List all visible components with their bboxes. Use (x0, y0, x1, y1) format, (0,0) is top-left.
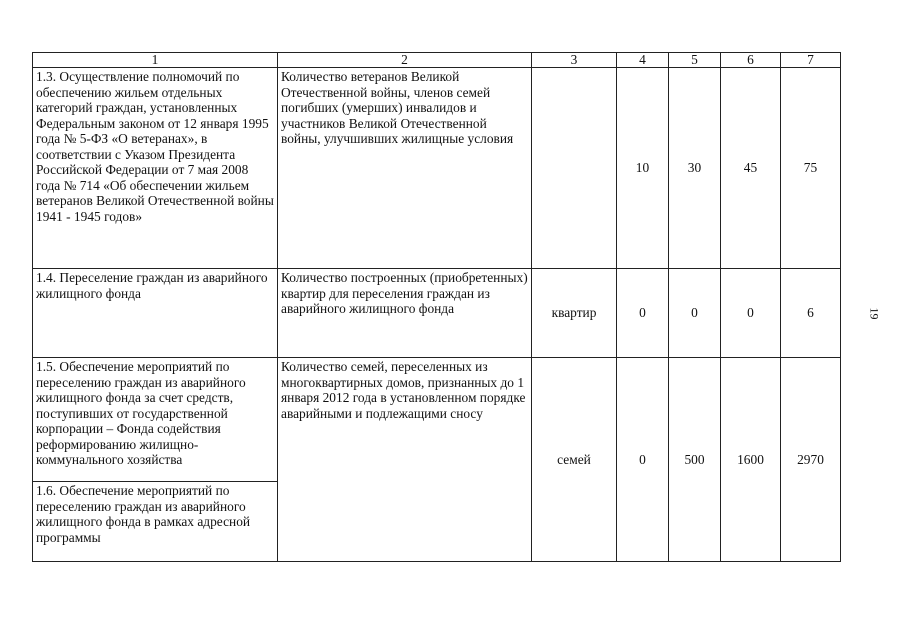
indicator-cell: Количество семей, переселенных из многоквартирных домов, признанных до 1 января 2012 года в установленном порядке аварийными и подлежащими сносу (278, 358, 532, 562)
table-row (33, 358, 841, 482)
value-cell-4: 10 (617, 68, 669, 269)
column-header-3: 3 (532, 53, 617, 68)
value-cell-7: 6 (781, 269, 841, 358)
value-cell-5: 30 (669, 68, 721, 269)
unit-cell: семей (532, 358, 617, 562)
unit-cell (532, 68, 617, 269)
column-header-5: 5 (669, 53, 721, 68)
indicator-cell: Количество построенных (приобретенных) квартир для переселения граждан из аварийного жилищного фонда (278, 269, 532, 358)
value-cell-4: 0 (617, 358, 669, 562)
column-header-1: 1 (33, 53, 278, 68)
value-cell-4: 0 (617, 269, 669, 358)
column-header-4: 4 (617, 53, 669, 68)
task-cell: 1.5. Обеспечение мероприятий по переселению граждан из аварийного жилищного фонда за счет средств, поступивших от государственной корпорации – Фонда содействия реформированию жилищно-коммунального хозяйства (33, 358, 278, 482)
header-row (33, 53, 841, 68)
unit-cell: квартир (532, 269, 617, 358)
column-header-7: 7 (781, 53, 841, 68)
task-cell: 1.3. Осуществление полномочий по обеспечению жильем отдельных категорий граждан, установленных Федеральным законом от 12 января 1995 года № 5-ФЗ «О ветеранах», в соответствии с Указом Президента Российской Федерации от 7 мая 2008 года № 714 «Об обеспечении жильем ветеранов Великой Отечественной войны 1941 - 1945 годов» (33, 68, 278, 269)
value-cell-5: 0 (669, 269, 721, 358)
table-row (33, 68, 841, 269)
indicator-cell: Количество ветеранов Великой Отечественной войны, членов семей погибших (умерших) инвалидов и участников Великой Отечественной войны, улучшивших жилищные условия (278, 68, 532, 269)
page-number: 19 (867, 307, 882, 320)
value-cell-7: 2970 (781, 358, 841, 562)
task-cell: 1.4. Переселение граждан из аварийного жилищного фонда (33, 269, 278, 358)
column-header-6: 6 (721, 53, 781, 68)
value-cell-6: 0 (721, 269, 781, 358)
indicators-table (32, 52, 841, 562)
value-cell-7: 75 (781, 68, 841, 269)
task-cell: 1.6. Обеспечение мероприятий по переселению граждан из аварийного жилищного фонда в рамках адресной программы (33, 482, 278, 562)
value-cell-5: 500 (669, 358, 721, 562)
table-row (33, 269, 841, 358)
value-cell-6: 45 (721, 68, 781, 269)
column-header-2: 2 (278, 53, 532, 68)
value-cell-6: 1600 (721, 358, 781, 562)
